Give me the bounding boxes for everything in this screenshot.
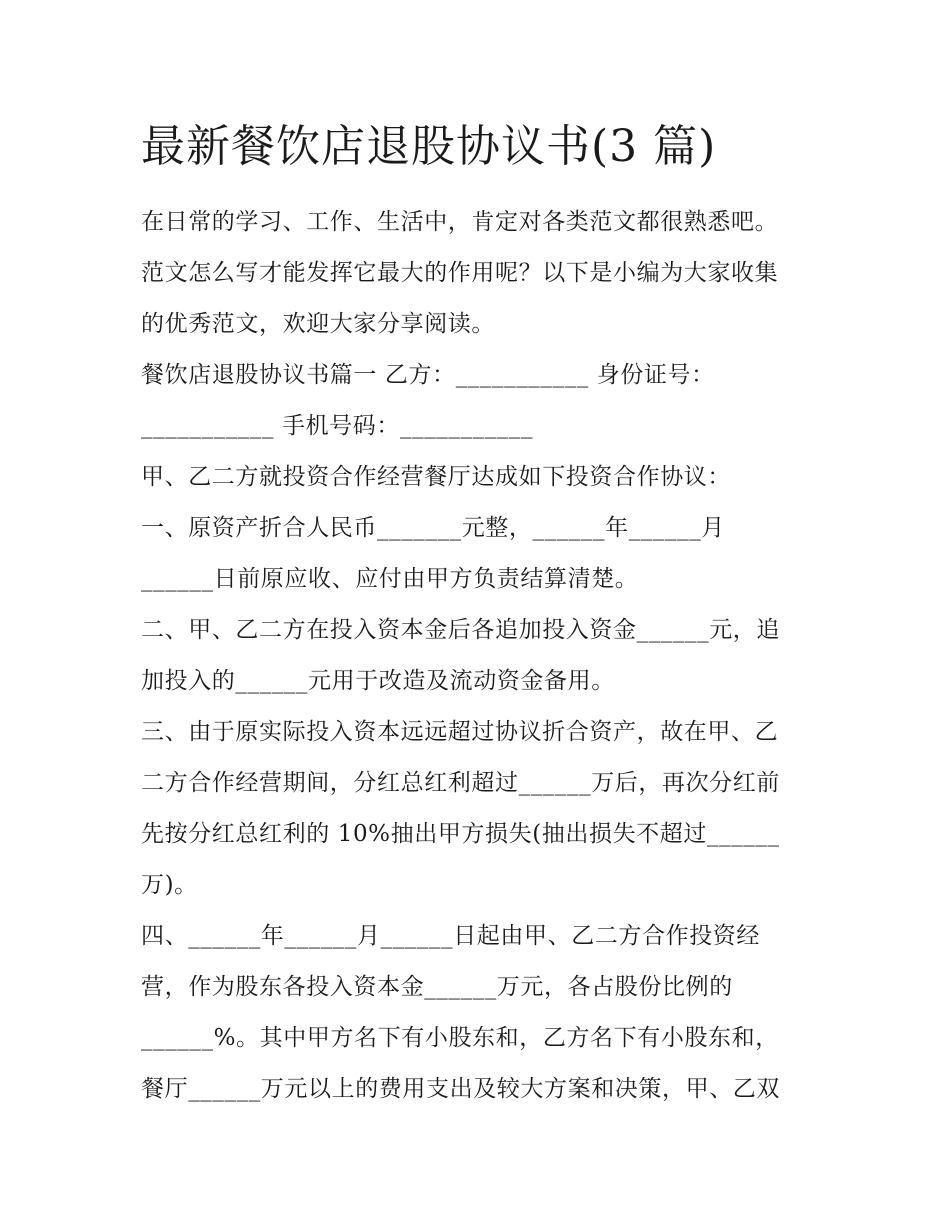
document-body xyxy=(141,197,816,1115)
body-line: 在日常的学习、工作、生活中，肯定对各类范文都很熟悉吧。 xyxy=(141,209,779,235)
body-line: 二、甲、乙二方在投入资本金后各追加投入资金______元，追 xyxy=(141,617,780,643)
body-line: 四、______年______月______日起由甲、乙二方合作投资经 xyxy=(141,923,760,949)
body-line: 万)。 xyxy=(141,872,198,898)
body-line: 二方合作经营期间，分红总红利超过______万后，再次分红前 xyxy=(141,770,780,796)
body-line: ______日前原应收、应付由甲方负责结算清楚。 xyxy=(141,566,639,592)
body-line: 范文怎么写才能发挥它最大的作用呢？以下是小编为大家收集 xyxy=(141,260,779,286)
body-line: 甲、乙二方就投资合作经营餐厅达成如下投资合作协议： xyxy=(141,464,731,490)
body-line: 餐饮店退股协议书篇一 乙方：___________ 身份证号： xyxy=(141,362,715,388)
body-line: 先按分红总红利的 10%抽出甲方损失(抽出损失不超过______ xyxy=(141,821,780,847)
body-line: 餐厅______万元以上的费用支出及较大方案和决策，甲、乙双 xyxy=(141,1076,780,1102)
body-line: ___________ 手机号码：___________ xyxy=(141,413,534,439)
body-line: 营，作为股东各投入资本金______万元，各占股份比例的 xyxy=(141,974,733,1000)
body-line: 三、由于原实际投入资本远远超过协议折合资产，故在甲、乙 xyxy=(141,719,779,745)
body-line: ______%。其中甲方名下有小股东和，乙方名下有小股东和， xyxy=(141,1025,779,1051)
body-line: 一、原资产折合人民币_______元整，______年______月 xyxy=(141,515,725,541)
body-line: 的优秀范文，欢迎大家分享阅读。 xyxy=(141,311,495,337)
document-title: 最新餐饮店退股协议书(3 篇) xyxy=(141,121,717,172)
body-line: 加投入的______元用于改造及流动资金备用。 xyxy=(141,668,615,694)
